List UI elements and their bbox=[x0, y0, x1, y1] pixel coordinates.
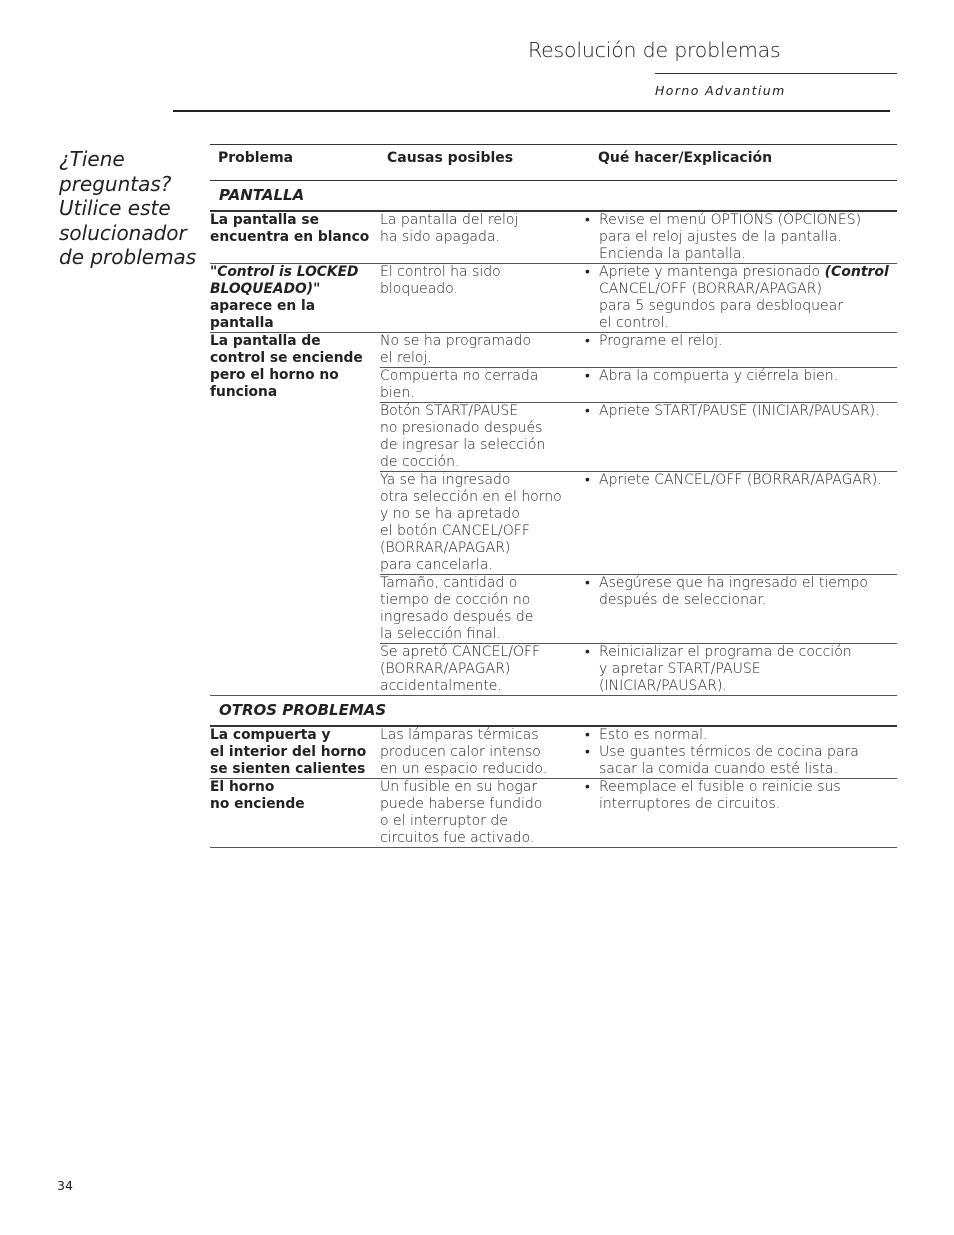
solution-cell bbox=[585, 403, 897, 472]
problem-cell: La pantalla se encuentra en blanco bbox=[210, 211, 380, 264]
problem-cell: La pantalla de control se enciende pero el horno no funciona bbox=[210, 333, 380, 696]
header-rule bbox=[655, 73, 897, 74]
cause-cell: Un fusible en su hogar puede haberse fundido o el interruptor de circuitos fue activado. bbox=[380, 779, 585, 848]
solution-item: • Reinicializar el programa de cocción y apretar START/PAUSE (INICIAR/PAUSAR). bbox=[585, 644, 897, 695]
page-number: 34 bbox=[57, 1178, 73, 1193]
solution-item bbox=[585, 264, 897, 332]
sidebar-line: solucionador bbox=[59, 220, 187, 245]
solution-item: • Apriete START/PAUSE (INICIAR/PAUSAR). bbox=[585, 403, 897, 420]
solution-cell bbox=[585, 472, 897, 575]
sidebar-line: de problemas bbox=[59, 245, 197, 269]
table-header-row bbox=[210, 145, 897, 181]
page-subtitle: Horno Advantium bbox=[655, 83, 786, 98]
solution-cell bbox=[585, 333, 897, 368]
sidebar-line: ¿Tiene bbox=[59, 147, 125, 171]
sidebar-line: Utilice este bbox=[59, 196, 171, 220]
problem-cell: El horno no enciende bbox=[210, 779, 380, 848]
solution-item: • Use guantes térmicos de cocina para sacar la comida cuando esté lista. bbox=[585, 744, 897, 778]
solution-cell bbox=[585, 211, 897, 264]
solution-cell bbox=[585, 779, 897, 848]
solution-item: • Apriete CANCEL/OFF (BORRAR/APAGAR). bbox=[585, 472, 897, 489]
solution-item: • Esto es normal. bbox=[585, 727, 897, 744]
solution-bold-text: (Control bbox=[824, 264, 889, 280]
cause-cell: Se apretó CANCEL/OFF (BORRAR/APAGAR) accidentalmente. bbox=[380, 644, 585, 696]
solution-cell bbox=[585, 368, 897, 403]
cause-cell: Botón START/PAUSE no presionado después de ingresar la selección de cocción. bbox=[380, 403, 585, 472]
sidebar-question bbox=[59, 147, 209, 270]
cause-cell: Compuerta no cerrada bien. bbox=[380, 368, 585, 403]
page-title: Resolución de problemas bbox=[528, 38, 781, 62]
cause-cell: El control ha sido bloqueado. bbox=[380, 264, 585, 333]
header-divider bbox=[173, 110, 890, 112]
solution-item: • Reemplace el fusible o reinicie sus interruptores de circuitos. bbox=[585, 779, 897, 813]
solution-cell bbox=[585, 264, 897, 333]
column-header-causes: Causas posibles bbox=[380, 145, 585, 181]
cause-cell: Tamaño, cantidad o tiempo de cocción no ingresado después de la selección final. bbox=[380, 575, 585, 644]
problem-cell bbox=[210, 264, 380, 333]
table-row bbox=[210, 779, 897, 848]
cause-cell: Las lámparas térmicas producen calor intenso en un espacio reducido. bbox=[380, 726, 585, 779]
problem-cell: La compuerta y el interior del horno se sienten calientes bbox=[210, 726, 380, 779]
cause-cell: Ya se ha ingresado otra selección en el horno y no se ha apretado el botón CANCEL/OFF (BORRAR/APAGAR) para cancelarla. bbox=[380, 472, 585, 575]
cause-cell: No se ha programado el reloj. bbox=[380, 333, 585, 368]
table-row bbox=[210, 264, 897, 333]
problem-extra: aparece en la pantalla bbox=[210, 298, 316, 331]
column-header-solution: Qué hacer/Explicación bbox=[585, 145, 897, 181]
solution-cell bbox=[585, 575, 897, 644]
section-title: PANTALLA bbox=[210, 181, 897, 212]
solution-item: • Programe el reloj. bbox=[585, 333, 897, 350]
solution-text: CANCEL/OFF (BORRAR/APAGAR) para 5 segundos para desbloquear el control. bbox=[599, 281, 843, 331]
solution-item: • Asegúrese que ha ingresado el tiempo después de seleccionar. bbox=[585, 575, 897, 609]
section-row bbox=[210, 696, 897, 727]
cause-cell: La pantalla del reloj ha sido apagada. bbox=[380, 211, 585, 264]
table-row bbox=[210, 211, 897, 264]
solution-text: Apriete y mantenga presionado bbox=[599, 264, 825, 280]
solution-item: • Abra la compuerta y ciérrela bien. bbox=[585, 368, 897, 385]
problem-quote: "Control is LOCKED BLOQUEADO)" bbox=[210, 264, 359, 297]
table-row bbox=[210, 333, 897, 368]
troubleshooting-table bbox=[210, 144, 897, 848]
solution-item: • Revise el menú OPTIONS (OPCIONES) para el reloj ajustes de la pantalla. Encienda la pantalla. bbox=[585, 212, 897, 263]
column-header-problem: Problema bbox=[210, 145, 380, 181]
solution-cell bbox=[585, 726, 897, 779]
solution-cell bbox=[585, 644, 897, 696]
section-row bbox=[210, 181, 897, 212]
sidebar-line: preguntas? bbox=[59, 171, 172, 196]
table-row bbox=[210, 726, 897, 779]
section-title: OTROS PROBLEMAS bbox=[210, 696, 897, 727]
